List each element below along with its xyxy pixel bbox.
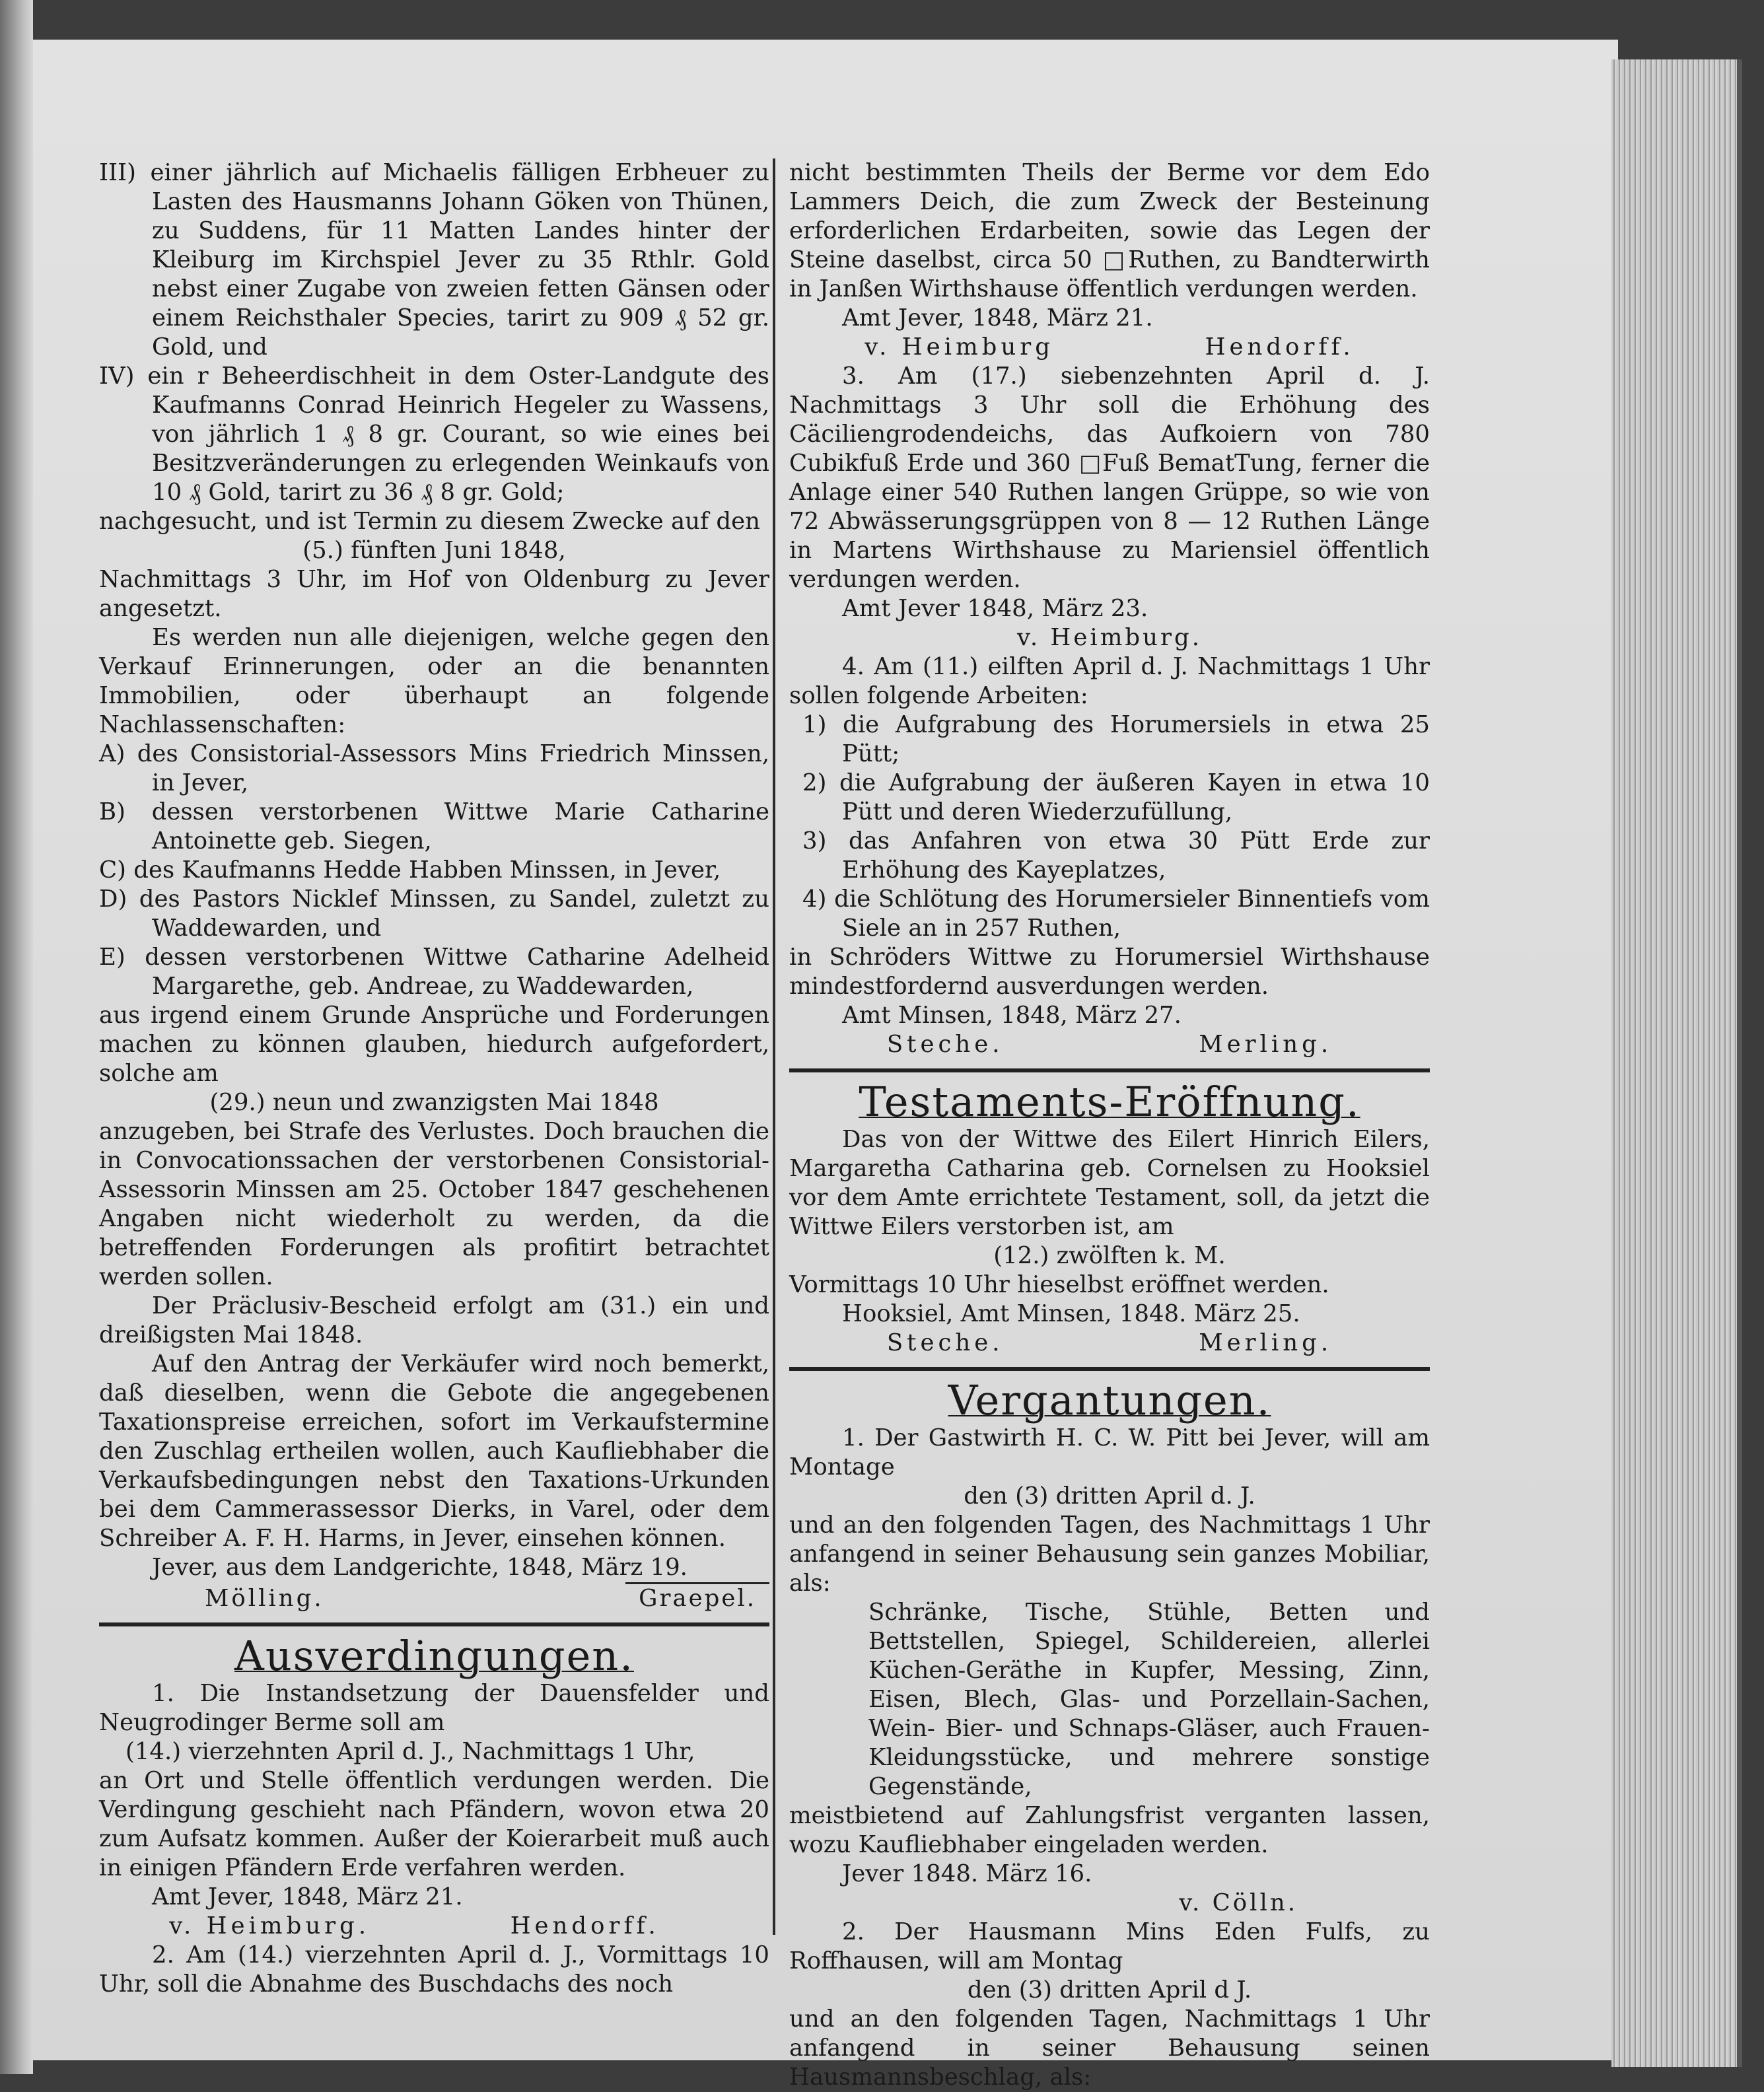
signature: Merling.	[1199, 1031, 1333, 1058]
place-date: Amt Jever 1848, März 23.	[842, 595, 1148, 622]
paragraph: aus irgend einem Grunde Ansprüche und Forderungen machen zu können glauben, hiedurch aufgefordert, solche am	[99, 1002, 769, 1087]
place-date: Jever, aus dem Landgerichte, 1848, März 19.	[152, 1554, 688, 1581]
paragraph: 4. Am (11.) eilften April d. J. Nachmittags 1 Uhr sollen folgende Arbeiten:	[789, 653, 1430, 709]
place-date: Amt Jever, 1848, März 21.	[842, 304, 1153, 331]
paragraph: 2. Am (14.) vierzehnten April d. J., Vormittags 10 Uhr, soll die Abnahme des Buschdachs des noch	[99, 1941, 769, 1998]
date-line: (12.) zwölften k. M.	[993, 1242, 1226, 1269]
place-date: Jever 1848. März 16.	[842, 1860, 1092, 1887]
paragraph: nicht bestimmten Theils der Berme vor dem Edo Lammers Deich, die zum Zweck der Besteinung erforderlichen Erdarbeiten, sowie das Legen der Steine daselbst, circa 50 □Ruthen, zu Bandterwirth in Janßen Wirthshause öffentlich verdungen werden.	[789, 159, 1430, 302]
paragraph: anzugeben, bei Strafe des Verlustes. Doch brauchen die in Convocationssachen der verstorbenen Consistorial-Assessorin Minssen am 25. October 1847 geschehenen Angaben nicht wiederholt zu werden, da die betreffenden Forderungen als profitirt betrachtet werden sollen.	[99, 1118, 769, 1290]
signature: v. Heimburg.	[1017, 624, 1202, 651]
paragraph: Nachmittags 3 Uhr, im Hof von Oldenburg zu Jever angesetzt.	[99, 566, 769, 622]
place-date: Amt Minsen, 1848, März 27.	[842, 1002, 1182, 1029]
place-date: Amt Jever, 1848, März 21.	[152, 1883, 463, 1910]
left-column	[99, 158, 769, 1999]
paragraph: Das von der Wittwe des Eilert Hinrich Eilers, Margaretha Catharina geb. Cornelsen zu Hooksiel vor dem Amte errichtete Testament, soll, da jetzt die Wittwe Eilers verstorben ist, am	[789, 1126, 1430, 1240]
signature: v. Cölln.	[1179, 1889, 1298, 1916]
list-item: 4) die Schlötung des Horumersieler Binnentiefs vom Siele an in 257 Ruthen,	[802, 886, 1430, 942]
section-heading: Vergantungen.	[948, 1376, 1271, 1424]
section-rule	[99, 1622, 769, 1626]
book-page-edges	[1611, 59, 1742, 2067]
place-date: Hooksiel, Amt Minsen, 1848. März 25.	[842, 1300, 1300, 1327]
list-item: 3) das Anfahren von etwa 30 Pütt Erde zur Erhöhung des Kayeplatzes,	[802, 827, 1430, 884]
section-heading: Testaments-Eröffnung.	[859, 1078, 1360, 1126]
list-item-B: B) dessen verstorbenen Wittwe Marie Catharine Antoinette geb. Siegen,	[99, 798, 769, 854]
signatures	[99, 1912, 769, 1941]
paragraph: Der Präclusiv-Bescheid erfolgt am (31.) ein und dreißigsten Mai 1848.	[99, 1292, 769, 1348]
date-line: den (3) dritten April d. J.	[964, 1482, 1255, 1510]
signature: Hendorff.	[510, 1912, 660, 1939]
date-line: (14.) vierzehnten April d. J., Nachmittags 1 Uhr,	[125, 1738, 695, 1765]
paragraph: 1. Der Gastwirth H. C. W. Pitt bei Jever, will am Montage	[789, 1424, 1430, 1481]
paragraph: nachgesucht, und ist Termin zu diesem Zwecke auf den	[99, 508, 761, 535]
paragraph: in Schröders Wittwe zu Horumersiel Wirthshause mindestfordernd ausverdungen werden.	[789, 944, 1430, 1000]
signature: Hendorff.	[1205, 333, 1355, 361]
list-item-C: C) des Kaufmanns Hedde Habben Minssen, in Jever,	[99, 856, 721, 884]
signature: Mölling.	[205, 1585, 324, 1612]
signature: Steche.	[886, 1329, 1004, 1356]
item-list: Schränke, Tische, Stühle, Betten und Bettstellen, Spiegel, Schildereien, allerlei Küchen-Geräthe in Kupfer, Messing, Zinn, Eisen, Blech, Glas- und Porzellain-Sachen, Wein- Bier- und Schnaps-Gläser, auch Frauen-Kleidungsstücke, und mehrere sonstige Gegenstände,	[868, 1599, 1430, 1800]
paragraph: Es werden nun alle diejenigen, welche gegen den Verkauf Erinnerungen, oder an die benannten Immobilien, oder überhaupt an folgende Nachlassenschaften:	[99, 624, 769, 738]
paragraph: meistbietend auf Zahlungsfrist verganten lassen, wozu Kaufliebhaber eingeladen werden.	[789, 1802, 1430, 1858]
paragraph: und an den folgenden Tagen, des Nachmittags 1 Uhr anfangend in seiner Behausung sein ganzes Mobiliar, als:	[789, 1512, 1430, 1597]
right-column	[789, 158, 1430, 2092]
signature: Merling.	[1199, 1329, 1333, 1356]
paragraph: und an den folgenden Tagen, Nachmittags 1 Uhr anfangend in seiner Behausung seinen Hausmannsbeschlag, als:	[789, 2005, 1430, 2091]
signatures	[789, 333, 1430, 362]
date-line: den (3) dritten April d J.	[967, 1976, 1252, 2004]
paragraph-IV: IV) ein r Beheerdischheit in dem Oster-Landgute des Kaufmanns Conrad Heinrich Hegeler zu Wassens, von jährlich 1 ₰ 8 gr. Courant, so wie eines bei Besitzveränderungen zu erlegenden Weinkaufs von 10 ₰ Gold, tarirt zu 36 ₰ 8 gr. Gold;	[99, 363, 769, 506]
signature: Graepel.	[625, 1582, 769, 1613]
date-line: (5.) fünften Juni 1848,	[302, 537, 566, 564]
paragraph: 2. Der Hausmann Mins Eden Fulfs, zu Roffhausen, will am Montag	[789, 1918, 1430, 1974]
section-heading: Ausverdingungen.	[234, 1632, 634, 1680]
list-item-E: E) dessen verstorbenen Wittwe Catharine Adelheid Margarethe, geb. Andreae, zu Waddewarden,	[99, 944, 769, 1000]
paragraph: Auf den Antrag der Verkäufer wird noch bemerkt, daß dieselben, wenn die Gebote die angegebenen Taxationspreise erreichen, sofort im Verkaufstermine den Zuschlag ertheilen wollen, auch Kaufliebhaber die Verkaufsbedingungen nebst den Taxations-Urkunden bei dem Cammerassessor Dierks, in Varel, oder dem Schreiber A. F. H. Harms, in Jever, einsehen können.	[99, 1350, 769, 1552]
left-page-edge	[0, 0, 33, 2074]
signature: v. Heimburg.	[169, 1912, 370, 1939]
list-item-A: A) des Consistorial-Assessors Mins Friedrich Minssen, in Jever,	[99, 740, 769, 796]
list-item-D: D) des Pastors Nicklef Minssen, zu Sandel, zuletzt zu Waddewarden, und	[99, 886, 769, 942]
signatures	[789, 1329, 1430, 1358]
list-item: 1) die Aufgrabung des Horumersiels in etwa 25 Pütt;	[802, 711, 1430, 767]
section-rule	[789, 1367, 1430, 1371]
section-rule	[789, 1068, 1430, 1072]
column-divider	[773, 158, 775, 1935]
list-item: 2) die Aufgrabung der äußeren Kayen in etwa 10 Pütt und deren Wiederzufüllung,	[802, 769, 1430, 825]
date-line: (29.) neun und zwanzigsten Mai 1848	[209, 1089, 659, 1116]
signatures	[789, 1030, 1430, 1059]
signatures	[99, 1582, 769, 1613]
paragraph: an Ort und Stelle öffentlich verdungen werden. Die Verdingung geschieht nach Pfändern, wovon etwa 20 zum Aufsatz kommen. Außer der Koierarbeit muß auch in einigen Pfändern Erde verfahren werden.	[99, 1767, 769, 1881]
paragraph: 3. Am (17.) siebenzehnten April d. J. Nachmittags 3 Uhr soll die Erhöhung des Cäciliengrodendeichs, das Aufkoiern von 780 Cubikfuß Erde und 360 □Fuß BematTung, ferner die Anlage einer 540 Ruthen langen Grüppe, so wie von 72 Abwässerungsgrüppen von 8 — 12 Ruthen Länge in Martens Wirthshause zu Mariensiel öffentlich verdungen werden.	[789, 363, 1430, 593]
signature: Steche.	[886, 1031, 1004, 1058]
paragraph: Vormittags 10 Uhr hieselbst eröffnet werden.	[789, 1271, 1329, 1298]
paragraph: 1. Die Instandsetzung der Dauensfelder und Neugrodinger Berme soll am	[99, 1680, 769, 1736]
signature: v. Heimburg	[864, 333, 1054, 361]
paragraph-III: III) einer jährlich auf Michaelis fälligen Erbheuer zu Lasten des Hausmanns Johann Göken von Thünen, zu Suddens, für 11 Matten Landes hinter der Kleiburg im Kirchspiel Jever zu 35 Rthlr. Gold nebst einer Zugabe von zweien fetten Gänsen oder einem Reichsthaler Species, tarirt zu 909 ₰ 52 gr. Gold, und	[99, 159, 769, 361]
